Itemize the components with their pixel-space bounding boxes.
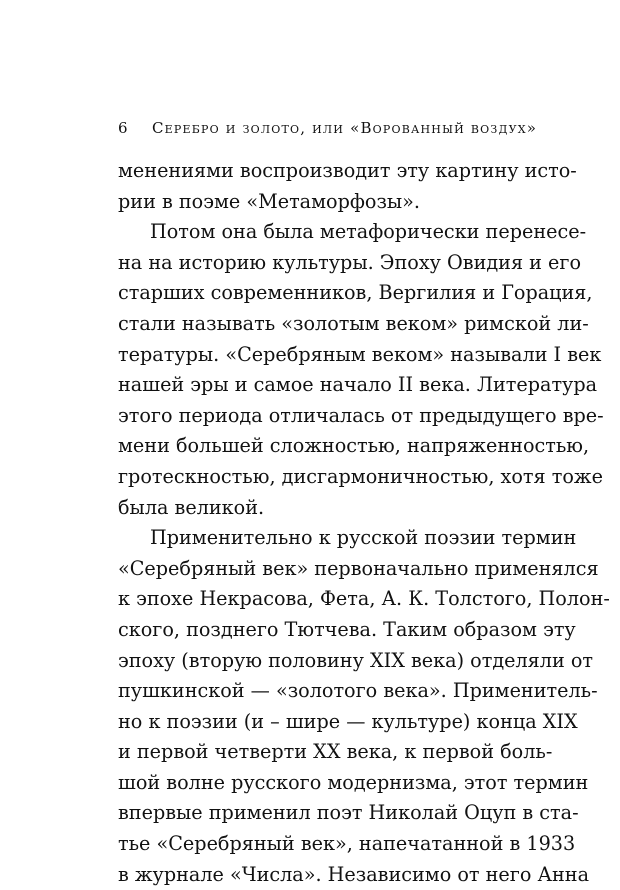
text-line: шой волне русского модернизма, этот термин <box>118 770 589 794</box>
text-line: к эпохе Некрасова, Фета, А. К. Толстого, Полон- <box>118 587 610 611</box>
text-line: тературы. «Серебряным веком» называли I век <box>118 342 602 366</box>
text-line: была великой. <box>118 495 265 519</box>
text-line: впервые применил поэт Николай Оцуп в ста- <box>118 801 579 825</box>
text-line: нашей эры и самое начало II века. Литература <box>118 373 598 397</box>
page-number: 6 <box>118 119 129 137</box>
text-line: менениями воспроизводит эту картину исто- <box>118 159 577 182</box>
body-text <box>118 156 610 890</box>
running-head <box>118 116 538 140</box>
text-line: старших современников, Вергилия и Горация, <box>118 281 593 305</box>
text-line: пушкинской — «золотого века». Применитель- <box>118 679 598 703</box>
text-line: гротескностью, дисгармоничностью, хотя тоже <box>118 464 603 488</box>
text-line: мени большей сложностью, напряженностью, <box>118 434 590 458</box>
text-line: на на историю культуры. Эпоху Овидия и его <box>118 250 582 274</box>
text-line: этого периода отличалась от предыдущего вре- <box>118 403 604 427</box>
text-line: Потом она была метафорически перенесе- <box>150 220 587 244</box>
text-line: «Серебряный век» первоначально применялся <box>118 556 599 580</box>
text-line: но к поэзии (и – шире — культуре) конца XIX <box>118 709 578 733</box>
running-head-title: Серебро и золото, или «Ворованный воздух» <box>152 119 538 137</box>
text-line: тье «Серебряный век», напечатанной в 1933 <box>118 832 576 856</box>
text-line: эпоху (вторую половину XIX века) отделяли от <box>118 648 594 672</box>
text-line: и первой четверти XX века, к первой боль- <box>118 740 553 764</box>
text-line: Применительно к русской поэзии термин <box>150 526 577 550</box>
text-line: ского, позднего Тютчева. Таким образом эту <box>118 617 576 641</box>
text-line: рии в поэме «Метаморфозы». <box>118 189 421 213</box>
text-line: стали называть «золотым веком» римской ли- <box>118 311 589 335</box>
text-line: в журнале «Числа». Независимо от него Анна <box>118 862 590 886</box>
